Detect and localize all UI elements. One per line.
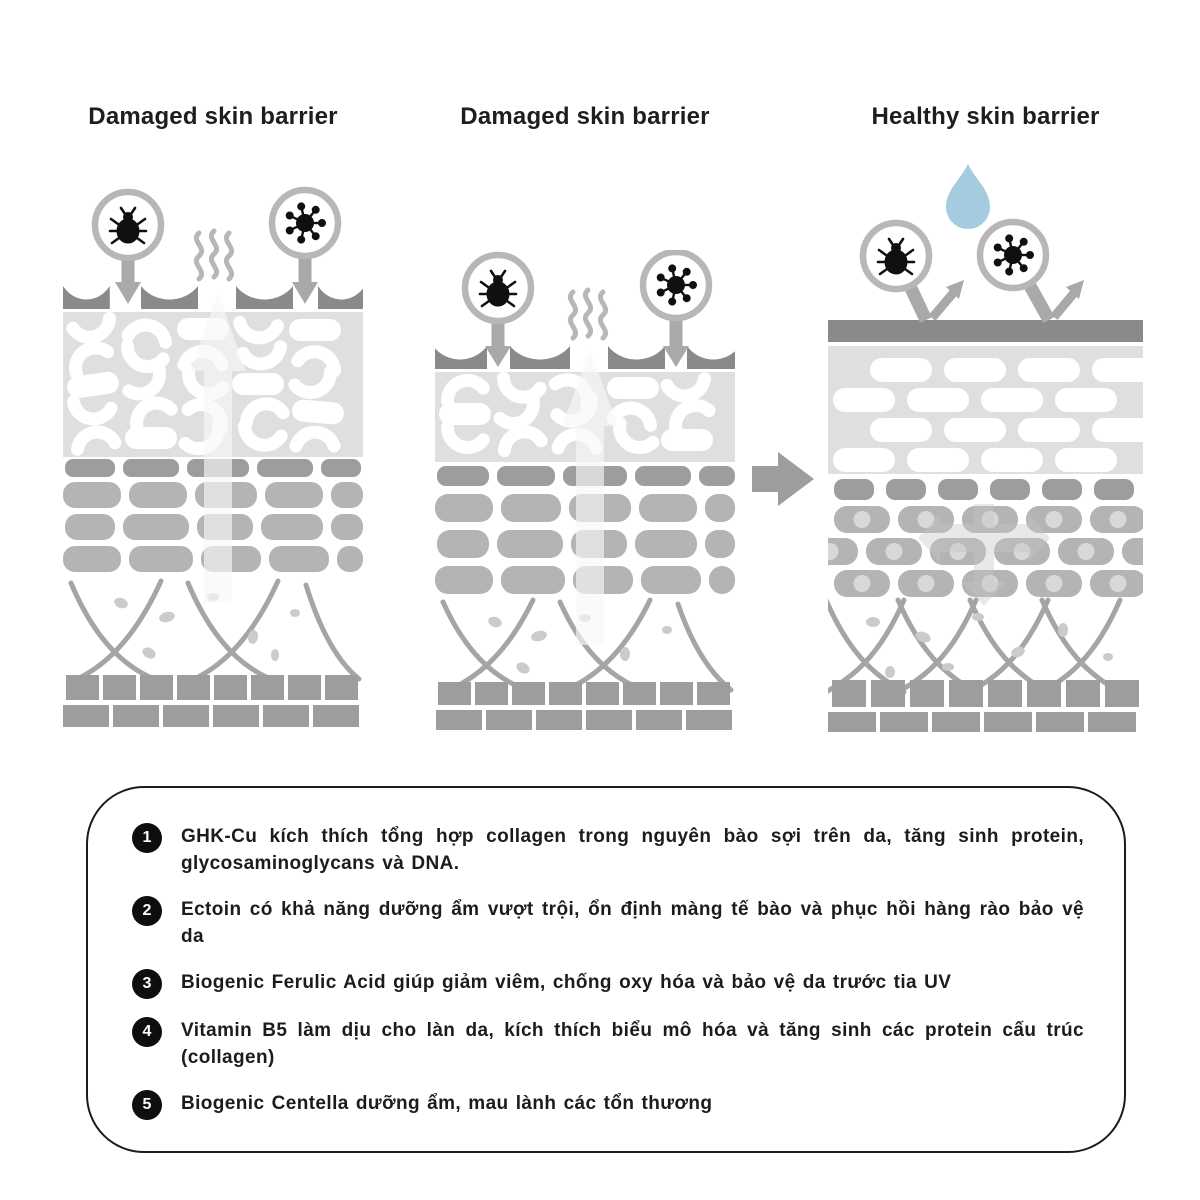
water-drop-icon [946, 164, 990, 229]
bacteria-magnifier [95, 192, 161, 258]
item-number-badge: 4 [132, 1017, 162, 1047]
item-text: GHK-Cu kích thích tổng hợp collagen trong nguyên bào sợi trên da, tăng sinh protein, glycosaminoglycans và DNA. [181, 826, 1084, 874]
basement-membrane [63, 675, 359, 727]
item-text: Biogenic Ferulic Acid giúp giảm viêm, chống oxy hóa và bảo vệ da trước tia UV [181, 971, 952, 993]
bacteria-magnifier [465, 255, 531, 321]
bacteria-magnifier [863, 223, 929, 289]
virus-magnifier [272, 190, 338, 256]
item-number-badge: 3 [132, 969, 162, 999]
healthy-skin-diagram [828, 152, 1143, 732]
basement-membrane [828, 680, 1139, 732]
virus-magnifier [980, 222, 1046, 288]
item-number-badge: 1 [132, 823, 162, 853]
basement-membrane [436, 682, 732, 730]
panel-title-damaged-2: Damaged skin barrier [460, 103, 710, 130]
ingredients-legend [86, 786, 1126, 1153]
legend-item-3 [132, 970, 1084, 999]
panel-title-damaged-1: Damaged skin barrier [88, 103, 338, 130]
epidermis-band [828, 346, 1143, 474]
steam-icon [196, 231, 231, 279]
collagen-fibers-dense [828, 600, 1120, 692]
item-text: Vitamin B5 làm dịu cho làn da, kích thích biểu mô hóa và tăng sinh các protein cấu trúc (collagen) [181, 1019, 1084, 1068]
legend-item-4 [132, 1018, 1084, 1072]
item-number-badge: 5 [132, 1090, 162, 1120]
granular-layer [834, 479, 1134, 500]
steam-icon [570, 290, 605, 338]
item-text: Biogenic Centella dưỡng ẩm, mau lành các tổn thương [181, 1092, 713, 1114]
damaged-skin-diagram-1 [63, 185, 363, 730]
legend-item-1 [132, 824, 1084, 878]
item-text: Ectoin có khả năng dưỡng ẩm vượt trội, ổn định màng tế bào và phục hồi hàng rào bảo vệ da [181, 898, 1084, 947]
item-number-badge: 2 [132, 896, 162, 926]
legend-item-2 [132, 897, 1084, 951]
panel-title-healthy: Healthy skin barrier [871, 103, 1100, 130]
legend-item-5 [132, 1091, 1084, 1120]
virus-magnifier [643, 252, 709, 318]
stratum-corneum-intact [828, 320, 1143, 342]
damaged-skin-diagram-2 [435, 250, 735, 730]
transition-arrow-icon [752, 450, 816, 508]
stratum-corneum-broken [63, 286, 363, 309]
